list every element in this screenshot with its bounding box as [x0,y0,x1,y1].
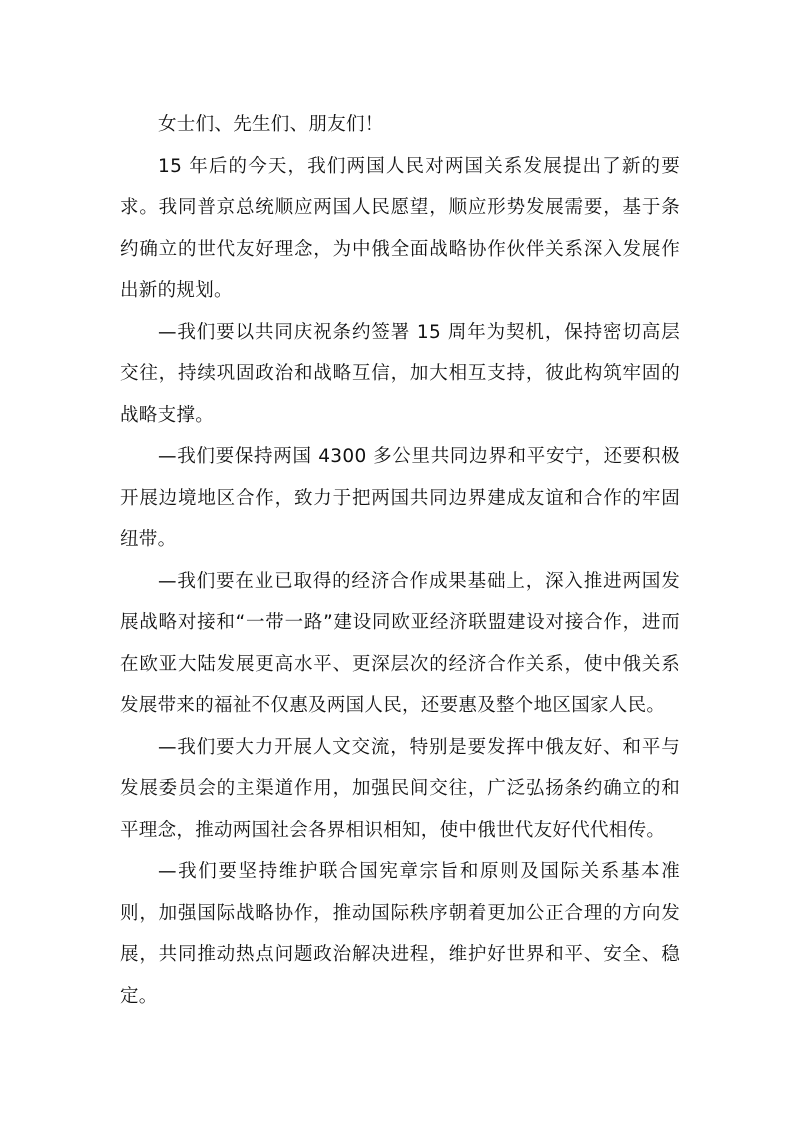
paragraph-economic-cooperation: —我们要在业已取得的经济合作成果基础上，深入推进两国发展战略对接和“一带一路”建设同欧亚经济联盟建设对接合作，进而在欧亚大陆发展更高水平、更深层次的经济合作关系，使中俄关系发展带来的福祉不仅惠及两国人民，还要惠及整个地区国家人民。 [120,570,680,716]
paragraph-cultural-exchange: —我们要大力开展人文交流，特别是要发挥中俄友好、和平与发展委员会的主渠道作用，加强民间交往，广泛弘扬条约确立的和平理念，推动两国社会各界相识相知，使中俄世代友好代代相传。 [120,736,680,841]
paragraph-high-level-exchanges: —我们要以共同庆祝条约签署 15 周年为契机，保持密切高层交往，持续巩固政治和战略互信，加大相互支持，彼此构筑牢固的战略支撑。 [120,321,680,426]
speech-text [120,104,680,1017]
paragraph-greeting: 女士们、先生们、朋友们！ [158,114,384,135]
paragraph-intro: 15 年后的今天，我们两国人民对两国关系发展提出了新的要求。我同普京总统顺应两国人民愿望，顺应形势发展需要，基于条约确立的世代友好理念，为中俄全面战略协作伙伴关系深入发展作出新的规划。 [120,155,680,301]
paragraph-international-order: —我们要坚持维护联合国宪章宗旨和原则及国际关系基本准则，加强国际战略协作，推动国际秩序朝着更加公正合理的方向发展，共同推动热点问题政治解决进程，维护好世界和平、安全、稳定。 [120,861,680,1007]
paragraph-border-cooperation: —我们要保持两国 4300 多公里共同边界和平安宁，还要积极开展边境地区合作，致力于把两国共同边界建成友谊和合作的牢固纽带。 [120,446,680,550]
